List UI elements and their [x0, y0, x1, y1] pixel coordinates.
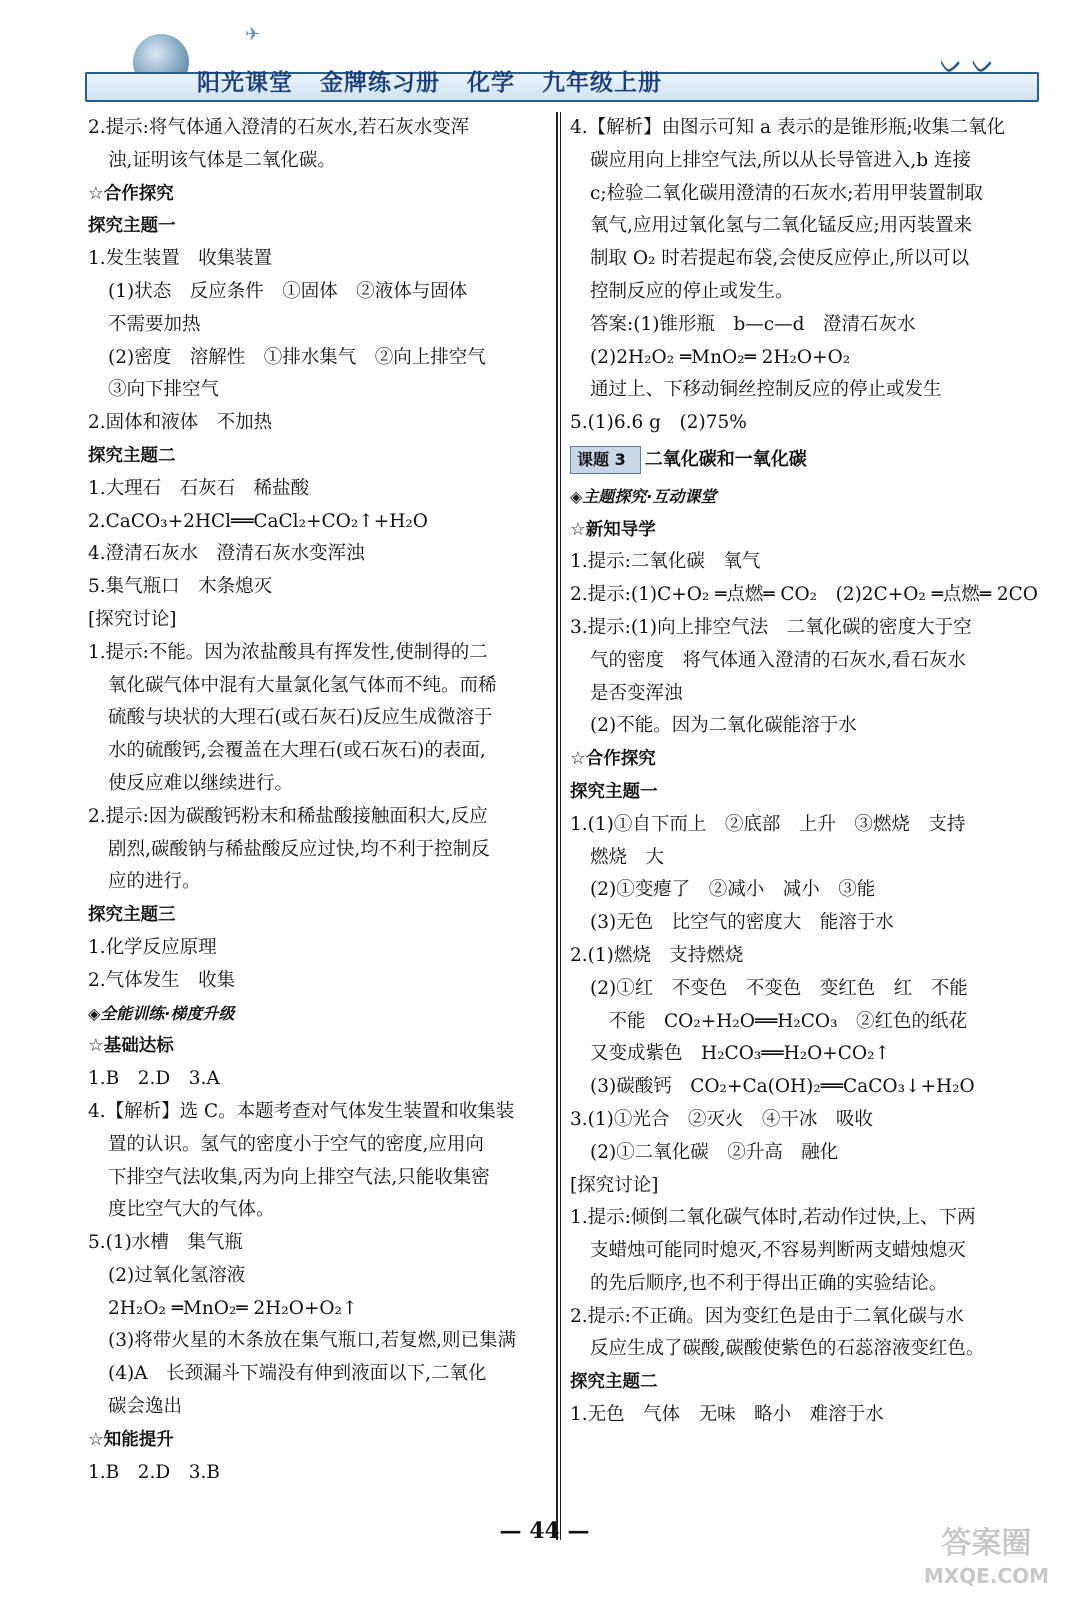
text-line: (1)状态 反应条件 ①固体 ②液体与固体 — [108, 280, 468, 302]
text-line: 3.提示:(1)向上排空气法 二氧化碳的密度大于空 — [570, 616, 972, 638]
text-line: (2)密度 溶解性 ①排水集气 ②向上排空气 — [108, 346, 486, 368]
text-line: 通过上、下移动铜丝控制反应的停止或发生 — [590, 379, 942, 401]
birds-icon: ᨆ ᨆ — [939, 50, 995, 80]
text-line: 1.提示:二氧化碳 氧气 — [570, 551, 761, 573]
text-line: 2H₂O₂ ═MnO₂═ 2H₂O+O₂↑ — [108, 1297, 358, 1319]
text-line: 3.(1)①光合 ②灭火 ④干冰 吸收 — [570, 1108, 873, 1130]
section-heading: ☆基础达标 — [88, 1036, 174, 1057]
text-line: 5.集气瓶口 木条熄灭 — [88, 576, 273, 598]
text-line: ③向下排空气 — [108, 379, 220, 401]
module-heading: ◈主题探究·互动课堂 — [570, 486, 717, 506]
text-line: (3)碳酸钙 CO₂+Ca(OH)₂══CaCO₃↓+H₂O — [590, 1076, 975, 1098]
text-line: 答案:(1)锥形瓶 b—c—d 澄清石灰水 — [590, 313, 916, 335]
topic-heading: 探究主题一 — [88, 216, 176, 237]
section-heading: ☆新知导学 — [570, 519, 656, 540]
text-line: (2)2H₂O₂ ═MnO₂═ 2H₂O+O₂ — [590, 346, 851, 368]
series-name: 阳光课堂 — [197, 70, 293, 96]
book-name: 金牌练习册 — [320, 70, 441, 96]
chapter-heading — [570, 444, 1032, 477]
text-line: (3)将带火星的木条放在集气瓶口,若复燃,则已集满 — [108, 1330, 516, 1352]
text-line: c;检验二氧化碳用澄清的石灰水;若用甲装置制取 — [590, 182, 983, 204]
paper-plane-icon: ✈ — [245, 24, 261, 45]
text-line: 气的密度 将气体通入澄清的石灰水,看石灰水 — [590, 649, 966, 671]
text-line: 2.提示:(1)C+O₂ ═点燃═ CO₂ (2)2C+O₂ ═点燃═ 2CO — [570, 584, 1038, 606]
topic-heading: 探究主题一 — [570, 781, 658, 802]
section-heading: ☆合作探究 — [88, 183, 174, 204]
column-divider-thin — [560, 112, 561, 1540]
text-line: 不需要加热 — [108, 313, 201, 335]
text-line: (2)①红 不变色 不变色 变红色 红 不能 — [590, 977, 968, 999]
text-line: (4)A 长颈漏斗下端没有伸到液面以下,二氧化 — [108, 1363, 487, 1385]
text-line: 氧化碳气体中混有大量氯化氢气体而不纯。而稀 — [108, 674, 497, 696]
text-line: 应的进行。 — [108, 871, 201, 893]
header-title — [197, 64, 680, 97]
text-line: 又变成紫色 H₂CO₃══H₂O+CO₂↑ — [590, 1043, 891, 1065]
text-line: 度比空气大的气体。 — [108, 1199, 275, 1221]
text-line: 2.CaCO₃+2HCl══CaCl₂+CO₂↑+H₂O — [88, 510, 428, 532]
text-line: 碳会逸出 — [108, 1396, 183, 1418]
text-line: 硫酸与块状的大理石(或石灰石)反应生成微溶于 — [108, 707, 493, 729]
page-number: — 44 — — [499, 1518, 590, 1544]
text-line: (3)无色 比空气的密度大 能溶于水 — [590, 912, 894, 934]
section-heading: ☆知能提升 — [88, 1429, 174, 1450]
text-line: 1.(1)①自下而上 ②底部 上升 ③燃烧 支持 — [570, 813, 966, 835]
text-line: 2.固体和液体 不加热 — [88, 412, 273, 434]
text-line: (2)①变瘪了 ②减小 减小 ③能 — [590, 879, 876, 901]
column-divider — [556, 112, 558, 1540]
watermark — [924, 1528, 1049, 1592]
topic-heading: 探究主题二 — [88, 445, 176, 466]
text-line: 2.提示:不正确。因为变红色是由于二氧化碳与水 — [570, 1305, 964, 1327]
text-line: 剧烈,碳酸钠与稀盐酸反应过快,均不利于控制反 — [108, 838, 490, 860]
grade-name: 九年级上册 — [542, 70, 663, 96]
text-line: 1.提示:不能。因为浓盐酸具有挥发性,使制得的二 — [88, 641, 488, 663]
left-column — [88, 112, 550, 1489]
topic-heading: 探究主题二 — [570, 1372, 658, 1393]
text-line: (2)过氧化氢溶液 — [108, 1264, 246, 1286]
subject-name: 化学 — [467, 70, 516, 96]
text-line: 4.【解析】选 C。本题考查对气体发生装置和收集装 — [88, 1100, 515, 1122]
text-line: 碳应用向上排空气法,所以从长导管进入,b 连接 — [590, 149, 971, 171]
text-line: 燃烧 大 — [590, 846, 665, 868]
text-line: 1.B 2.D 3.B — [88, 1461, 220, 1483]
text-line: 2.(1)燃烧 支持燃烧 — [570, 944, 744, 966]
text-line: 4.澄清石灰水 澄清石灰水变浑浊 — [88, 543, 365, 565]
text-line: 水的硫酸钙,会覆盖在大理石(或石灰石)的表面, — [108, 740, 486, 762]
text-line: 2.提示:因为碳酸钙粉末和稀盐酸接触面积大,反应 — [88, 805, 488, 827]
text-line: 置的认识。氢气的密度小于空气的密度,应用向 — [108, 1133, 484, 1155]
page-header — [85, 20, 1035, 102]
text-line: 1.化学反应原理 — [88, 936, 217, 958]
text-line: 5.(1)6.6 g (2)75% — [570, 412, 747, 434]
text-line: 下排空气法收集,丙为向上排空气法,只能收集密 — [108, 1166, 490, 1188]
right-column — [570, 112, 1038, 1432]
text-line: 控制反应的停止或发生。 — [590, 280, 794, 302]
text-line: 不能 CO₂+H₂O══H₂CO₃ ②红色的纸花 — [590, 1010, 968, 1032]
section-heading: ☆合作探究 — [570, 749, 656, 770]
text-line: 制取 O₂ 时若提起布袋,会使反应停止,所以可以 — [590, 248, 970, 270]
text-line: 是否变浑浊 — [590, 682, 683, 704]
text-line: 1.发生装置 收集装置 — [88, 248, 273, 270]
text-line: 的先后顺序,也不利于得出正确的实验结论。 — [590, 1272, 948, 1294]
topic-heading: 探究主题三 — [88, 905, 176, 926]
text-line: 4.【解析】由图示可知 a 表示的是锥形瓶;收集二氧化 — [570, 117, 1006, 138]
text-line: 2.气体发生 收集 — [88, 969, 236, 991]
watermark-line2: MXQE.COM — [923, 1564, 1049, 1588]
text-line: 氧气,应用过氧化氢与二氧化锰反应;用丙装置来 — [590, 215, 973, 237]
chapter-badge: 课题 3 — [570, 446, 641, 474]
text-line: (2)不能。因为二氧化碳能溶于水 — [590, 715, 857, 737]
text-line: 1.提示:倾倒二氧化碳气体时,若动作过快,上、下两 — [570, 1207, 976, 1229]
text-line: 反应生成了碳酸,碳酸使紫色的石蕊溶液变红色。 — [590, 1338, 985, 1360]
text-line: 浊,证明该气体是二氧化碳。 — [108, 149, 336, 171]
text-line: 1.B 2.D 3.A — [88, 1068, 220, 1090]
text-line: (2)①二氧化碳 ②升高 融化 — [590, 1141, 839, 1163]
text-line: 2.提示:将气体通入澄清的石灰水,若石灰水变浑 — [88, 117, 470, 138]
module-heading: ◈全能训练·梯度升级 — [88, 1003, 235, 1023]
text-line: [探究讨论] — [570, 1174, 659, 1196]
text-line: 使反应难以继续进行。 — [108, 772, 294, 794]
watermark-line1: 答案圈 — [941, 1526, 1032, 1561]
chapter-title: 二氧化碳和一氧化碳 — [644, 448, 807, 470]
text-line: 5.(1)水槽 集气瓶 — [88, 1232, 243, 1254]
text-line: [探究讨论] — [88, 608, 177, 630]
text-line: 支蜡烛可能同时熄灭,不容易判断两支蜡烛熄灭 — [590, 1240, 966, 1262]
text-line: 1.无色 气体 无味 略小 难溶于水 — [570, 1404, 884, 1426]
text-line: 1.大理石 石灰石 稀盐酸 — [88, 477, 310, 499]
